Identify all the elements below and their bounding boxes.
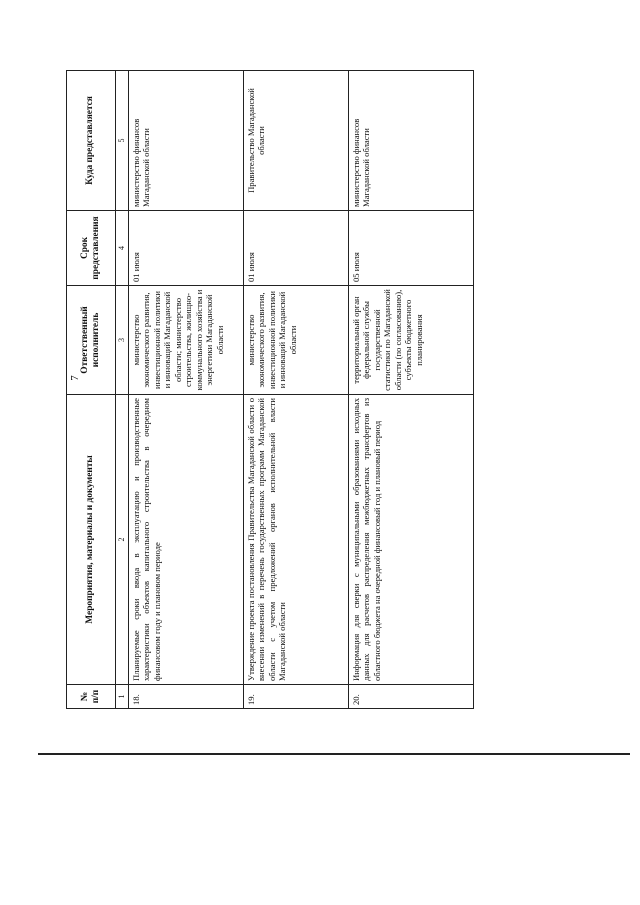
header-deadline: Срок представления (67, 211, 116, 286)
column-number: 2 (116, 395, 129, 685)
row-recipient: Правительство Магаданской области (243, 71, 348, 211)
page-number: 7 (68, 375, 81, 381)
column-number: 4 (116, 211, 129, 286)
table-row (243, 71, 348, 709)
row-event: Утверждение проекта постановления Правительства Магаданской области о внесении изменений в перечень государственных программ Магаданской области с учетом предложений органов исполнительной власти Магаданской области (243, 395, 348, 685)
row-deadline: 01 июля (243, 211, 348, 286)
row-event: Планируемые сроки ввода в эксплуатацию и производственные характеристики объектов капитального строительства в очередном финансовом году и плановом периоде (128, 395, 243, 685)
row-num: 20. (348, 685, 473, 709)
row-event: Информация для сверки с муниципальными образованиями исходных данных для расчетов распределения межбюджетных трансфертов из областного бюджета на очередной финансовый год и плановый период (348, 395, 473, 685)
header-events: Мероприятия, материалы и документы (67, 395, 116, 685)
row-executor: территориальный орган федеральной службы государственной статистики по Магаданской области (по согласованию), субъекты бюджетного планирования (348, 286, 473, 395)
column-number: 1 (116, 685, 129, 709)
header-executor: Ответственный исполнитель (67, 286, 116, 395)
table-header-row (67, 71, 116, 709)
events-table (66, 70, 474, 709)
row-num: 18. (128, 685, 243, 709)
row-deadline: 01 июля (128, 211, 243, 286)
rotated-table-container (66, 71, 597, 709)
row-recipient: министерство финансов Магаданской области (348, 71, 473, 211)
row-executor: министерство экономического развития, инвестиционной политики и инноваций Магаданской области (243, 286, 348, 395)
table-row (128, 71, 243, 709)
column-number-row (116, 71, 129, 709)
column-number: 3 (116, 286, 129, 395)
row-executor: министерство экономического развития, инвестиционной политики и инноваций Магаданской области; министерство строительства, жилищно-коммунального хозяйства и энергетики Магаданской области (128, 286, 243, 395)
row-recipient: министерство финансов Магаданской области (128, 71, 243, 211)
column-number: 5 (116, 71, 129, 211)
header-num: № п/п (67, 685, 116, 709)
bottom-divider (38, 753, 630, 755)
header-recipient: Куда представляется (67, 71, 116, 211)
table-row (348, 71, 473, 709)
row-deadline: 05 июля (348, 211, 473, 286)
row-num: 19. (243, 685, 348, 709)
